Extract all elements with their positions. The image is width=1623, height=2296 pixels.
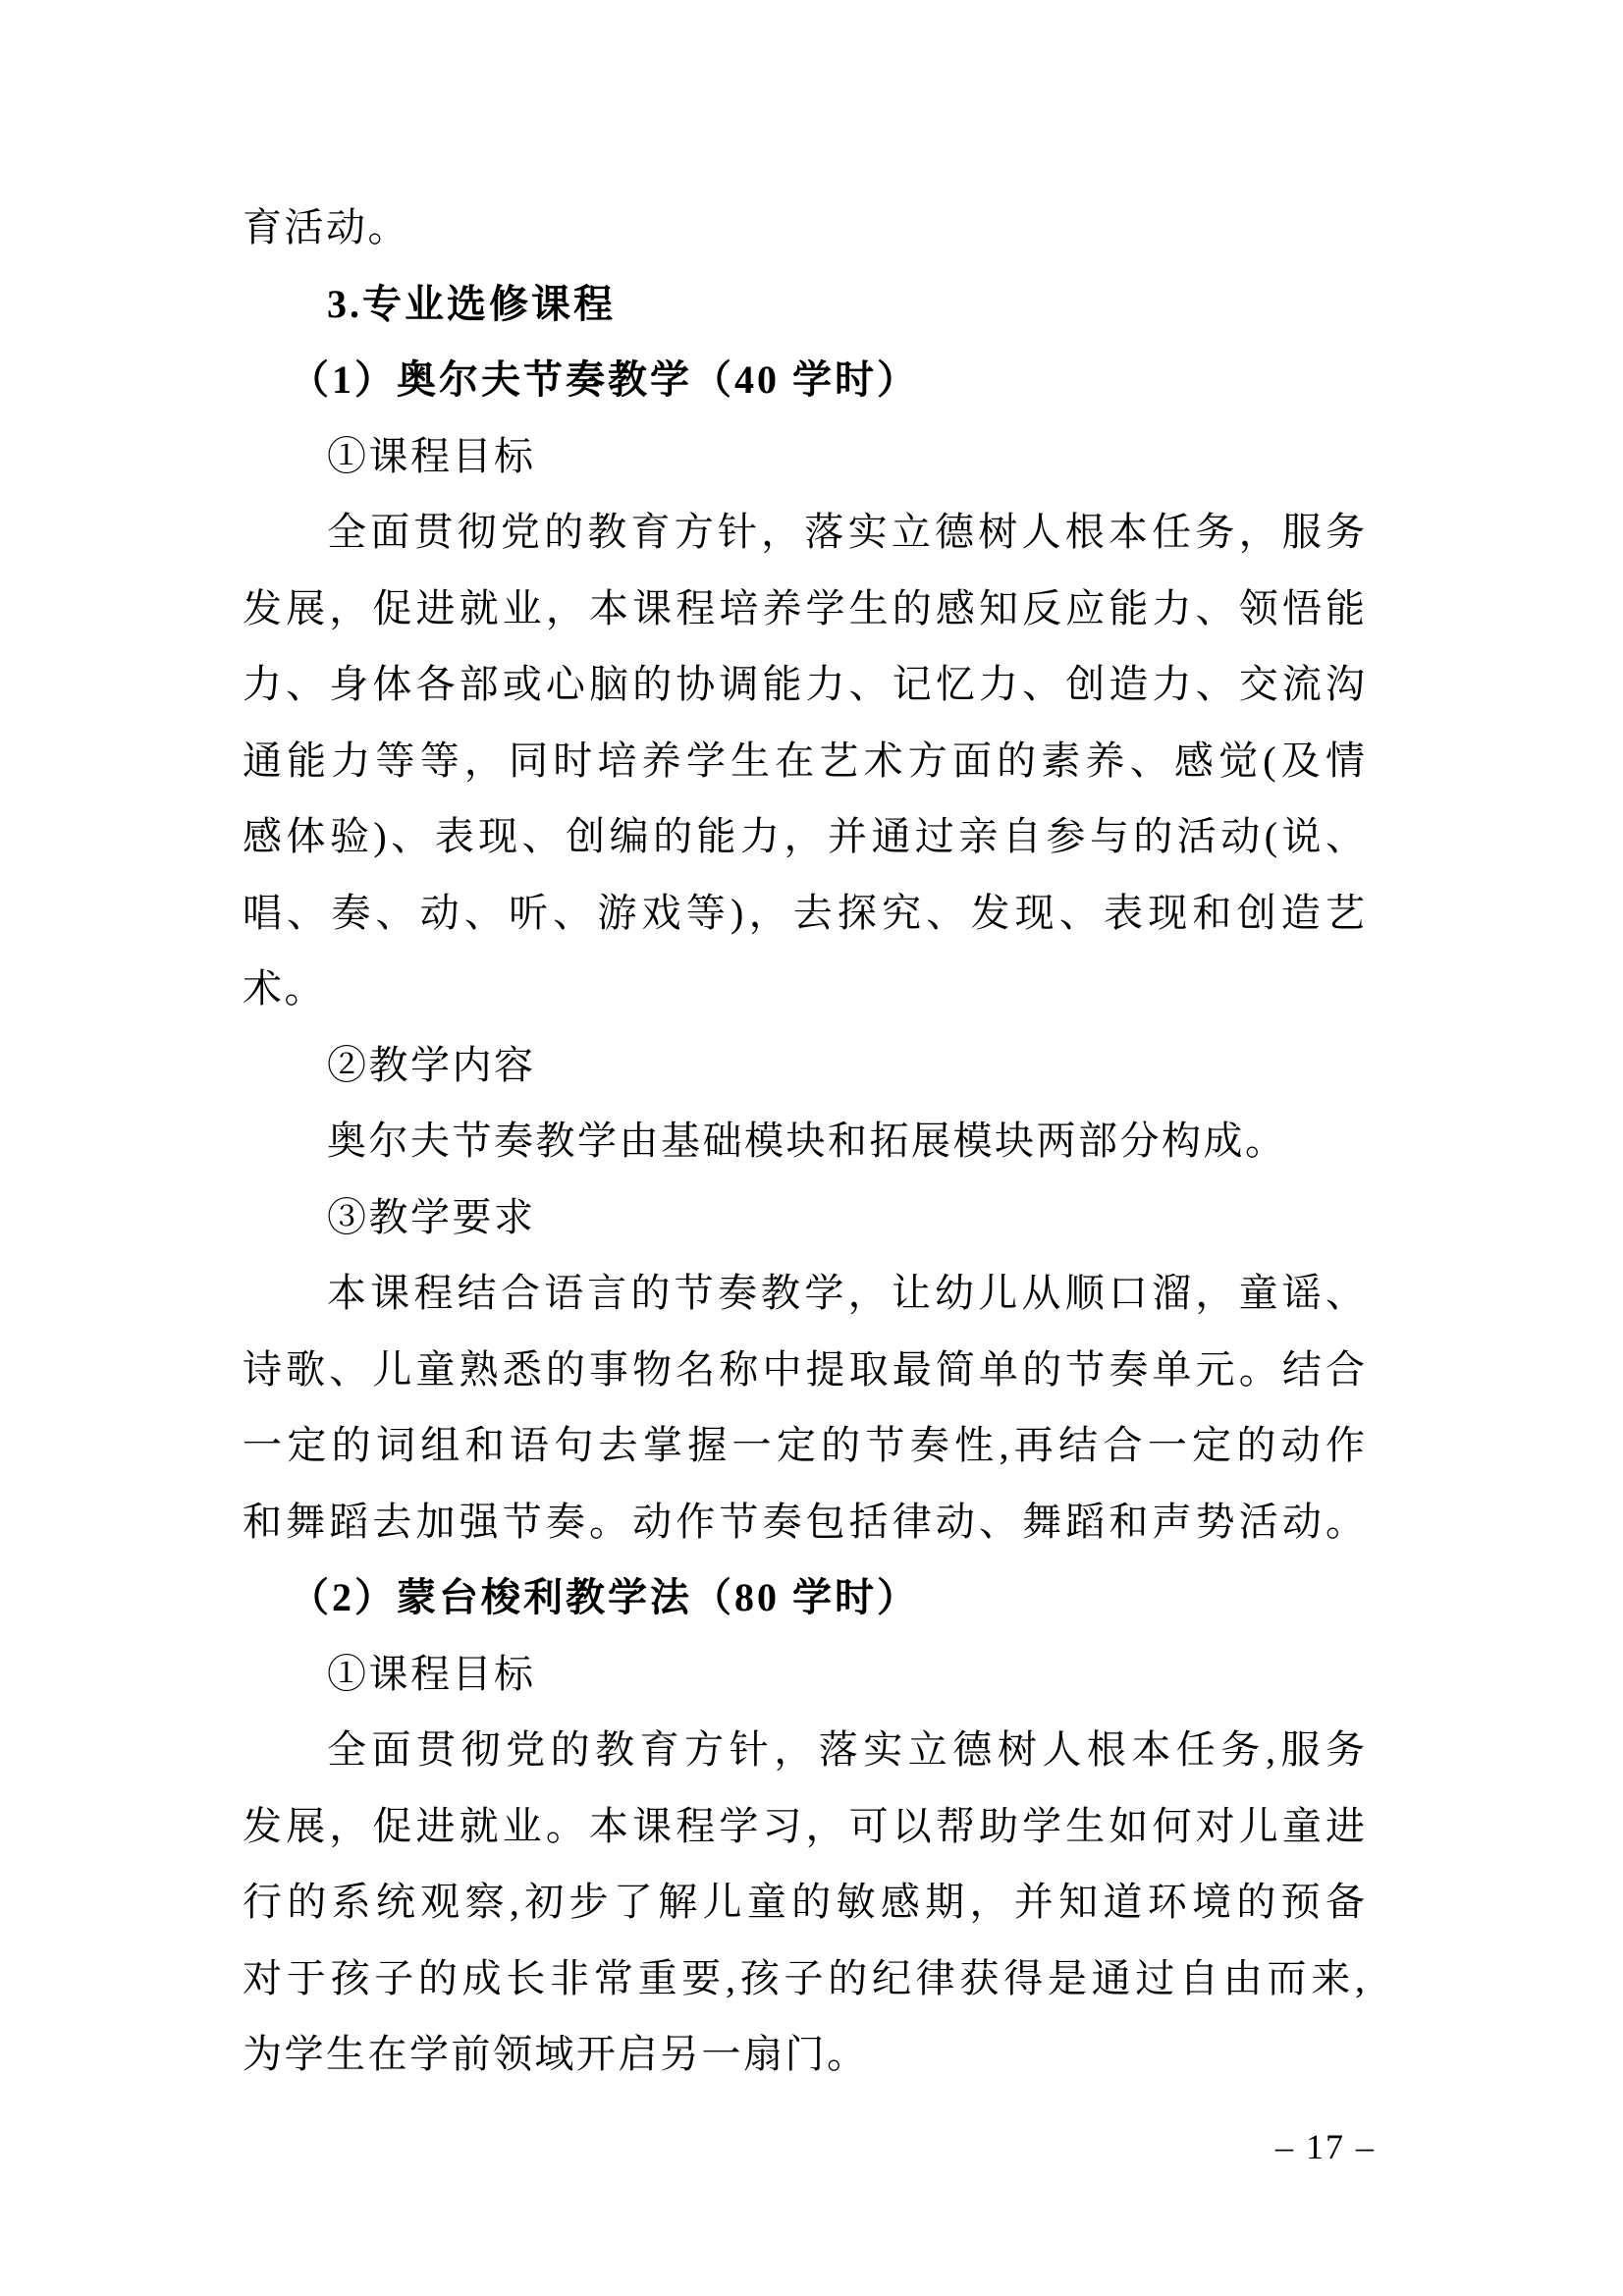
text-line: 对于孩子的成长非常重要,孩子的纪律获得是通过自由而来, [243,1955,1365,2000]
text-line: 为学生在学前领域开启另一扇门。 [243,2032,869,2076]
text-line: ③教学要求 [327,1194,536,1239]
text-line: 全面贯彻党的教育方针，落实立德树人根本任务，服务 [327,510,1365,554]
text-line: 诗歌、儿童熟悉的事物名称中提取最简单的节奏单元。结合 [243,1346,1365,1392]
text-line: 发展，促进就业。本课程学习，可以帮助学生如何对儿童进 [243,1803,1365,1848]
text-line: 唱、奏、动、听、游戏等)，去探究、发现、表现和创造艺 [243,890,1365,935]
text-line: 通能力等等，同时培养学生在艺术方面的素养、感觉(及情 [243,738,1365,783]
text-line: 奥尔夫节奏教学由基础模块和拓展模块两部分构成。 [327,1119,1287,1163]
text-block [243,190,1365,2093]
text-line: 一定的词组和语句去掌握一定的节奏性,再结合一定的动作 [243,1423,1365,1467]
text-line: 感体验)、表现、创编的能力，并通过亲自参与的活动(说、 [243,814,1365,858]
text-line: ②教学内容 [327,1042,536,1087]
text-line: 力、身体各部或心脑的协调能力、记忆力、创造力、交流沟 [243,662,1365,706]
heading-line: （2）蒙台梭利教学法（80 学时） [290,1575,919,1619]
heading-line: （1）奥尔夫节奏教学（40 学时） [290,357,919,402]
heading-line: 3.专业选修课程 [327,281,616,326]
text-line: 行的系统观察,初步了解儿童的敏感期，并知道环境的预备 [243,1880,1365,1924]
page-number: – 17 – [1275,2127,1376,2166]
text-line: 和舞蹈去加强节奏。动作节奏包括律动、舞蹈和声势活动。 [243,1499,1365,1544]
text-line: ①课程目标 [327,1651,536,1696]
text-line: 本课程结合语言的节奏教学，让幼儿从顺口溜，童谣、 [327,1271,1365,1315]
text-line: 全面贯彻党的教育方针，落实立德树人根本任务,服务 [327,1727,1365,1772]
text-line: 育活动。 [243,205,409,249]
text-line: ①课程目标 [327,433,536,478]
text-line: 术。 [243,966,326,1011]
text-line: 发展，促进就业，本课程培养学生的感知反应能力、领悟能 [243,585,1365,630]
